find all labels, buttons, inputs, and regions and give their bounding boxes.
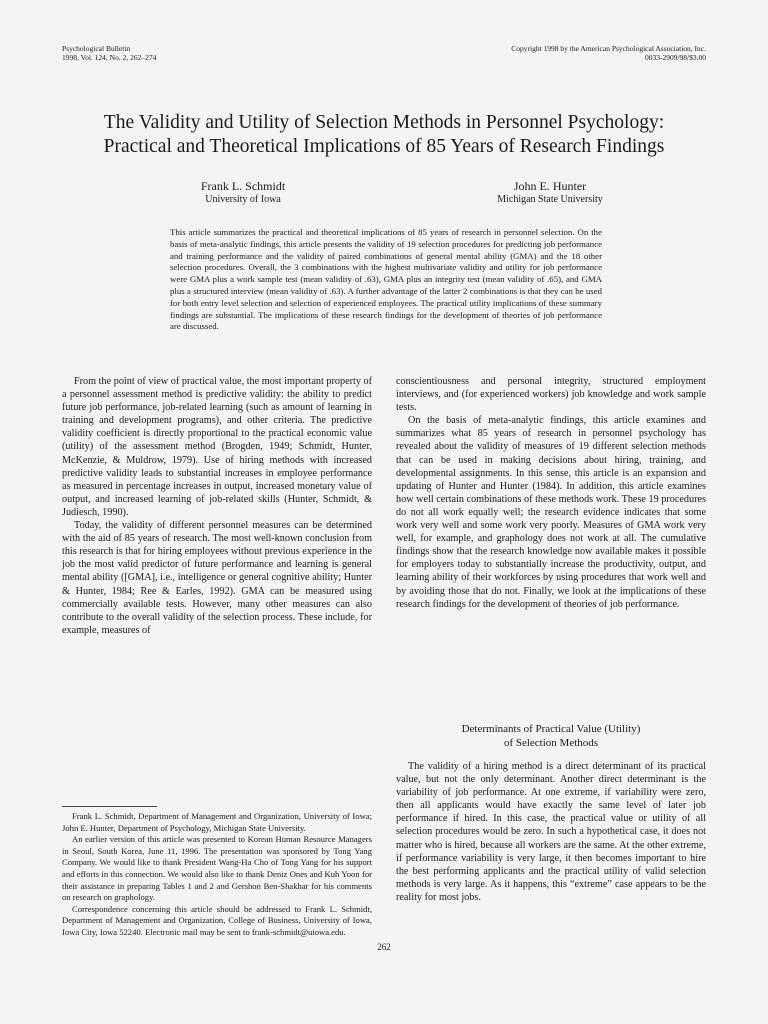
body-column-right bbox=[396, 375, 706, 611]
author-name: Frank L. Schmidt bbox=[200, 179, 286, 193]
paragraph: On the basis of meta-analytic findings, this article examines and summarizes what 85 years of research in personnel psychology has revealed about the validity of measures of 19 different selection methods that can be used in making decisions about hiring, training, and developmental assignments. In this sense, this article is an expansion and updating of Hunter and Hunter (1984). In addition, this article examines how well certain combinations of these methods work. These 19 procedures do not all work equally well; the research evidence indicates that some work very well and some work very poorly. Measures of GMA work very well, for example, and graphology does not work at all. The cumulative findings show that the research knowledge now available makes it possible for employers today to substantially increase the productivity, output, and learning ability of their workforces by using procedures that work well and by avoiding those that do not. Finally, we look at the implications of these research findings for the development of theories of job performance. bbox=[396, 415, 706, 610]
page-number: 262 bbox=[377, 942, 391, 952]
body-column-left bbox=[62, 375, 372, 637]
paper-title bbox=[40, 111, 728, 159]
copyright-header bbox=[511, 44, 706, 62]
title-line-1: The Validity and Utility of Selection Methods in Personnel Psychology: bbox=[103, 112, 665, 133]
author-name: John E. Hunter bbox=[513, 179, 587, 193]
author-2 bbox=[470, 180, 630, 206]
author-footnote bbox=[62, 811, 372, 939]
body-column-right-lower bbox=[396, 760, 706, 904]
copyright-line: Copyright 1998 by the American Psychological Association, Inc. bbox=[511, 44, 706, 53]
title-line-2: Practical and Theoretical Implications of 85 Years of Research Findings bbox=[103, 136, 665, 157]
journal-header bbox=[62, 44, 156, 62]
paragraph: From the point of view of practical value, the most important property of a personnel assessment method is predictive validity: the ability to predict future job performance, job-related learning (such as amount of learning in training and development programs), and other criteria. The predictive validity coefficient is directly proportional to the practical economic value (utility) of the assessment method (Brogden, 1949; Schmidt, Hunter, McKenzie, & Muldrow, 1979). Use of hiring methods with increased predictive validity leads to substantial increases in employee performance as measured in percentage increases in output, increased monetary value of output, and increased learning of job-related skills (Hunter, Schmidt, & Judiesch, 1990). bbox=[62, 376, 372, 518]
footnote-paragraph: Correspondence concerning this article should be addressed to Frank L. Schmidt, Department of Management and Organization, College of Business, University of Iowa, Iowa City, Iowa 52240. Electronic mail may be sent to frank-schmidt@uiowa.edu. bbox=[62, 903, 372, 937]
author-1 bbox=[168, 180, 318, 206]
footnote-paragraph: Frank L. Schmidt, Department of Management and Organization, University of Iowa; John E. Hunter, Department of Psychology, Michigan State University. bbox=[62, 811, 372, 833]
section-heading-line-2: of Selection Methods bbox=[503, 737, 599, 749]
section-heading bbox=[396, 722, 706, 750]
journal-name: Psychological Bulletin bbox=[62, 44, 131, 53]
footnote-paragraph: An earlier version of this article was presented to Korean Human Resource Managers in Seoul, South Korea, June 11, 1996. The presentation was sponsored by Tong Yang Company. We would like to thank President Wang-Ha Cho of Tong Yang for his support and efforts in this connection. We would also like to thank Deniz Ones and Kuh Yoon for their assistance in preparing Tables 1 and 2 and Gershon Ben-Shakhar for his comments on research on graphology. bbox=[62, 834, 372, 903]
issn-code: 0033-2909/98/$3.00 bbox=[644, 53, 706, 62]
footnote-divider bbox=[62, 806, 157, 807]
section-heading-line-1: Determinants of Practical Value (Utility) bbox=[461, 723, 641, 735]
journal-volume: 1998, Vol. 124, No. 2, 262–274 bbox=[62, 53, 157, 62]
paragraph: Today, the validity of different personnel measures can be determined with the aid of 85 years of research. The most well-known conclusion from this research is that for hiring employees without previous experience in the job the most valid predictor of future performance and learning is general mental ability ([GMA], i.e., intelligence or general cognitive ability; Hunter & Hunter, 1984; Ree & Earles, 1992). GMA can be measured using commercially available tests. However, many other measures can also contribute to the overall validity of the selection process. These include, for example, measures of bbox=[62, 520, 372, 636]
paragraph: The validity of a hiring method is a direct determinant of its practical value, but not the only determinant. Another direct determinant is the variability of job performance. At one extreme, if variability were zero, then all applicants would have exactly the same level of later job performance if hired. In this case, the practical value or utility of all selection procedures would be zero. In such a hypothetical case, it does not matter who is hired, because all workers are the same. At the other extreme, if performance variability is very large, it then becomes important to hire the best performing applicants and the practical utility of valid selection methods is very large. As it happens, this “extreme” case appears to be the reality for most jobs. bbox=[396, 761, 706, 903]
paragraph: conscientiousness and personal integrity, structured employment interviews, and (for experienced workers) job knowledge and work sample tests. bbox=[396, 376, 706, 414]
abstract: This article summarizes the practical and theoretical implications of 85 years of research in personnel selection. On the basis of meta-analytic findings, this article presents the validity of 19 selection procedures for predicting job performance and training performance and the validity of paired combinations of general mental ability (GMA) and the 18 other selection procedures. Overall, the 3 combinations with the highest multivariate validity and utility for job performance were GMA plus a work sample test (mean validity of .63), GMA plus an integrity test (mean validity of .65), and GMA plus a structured interview (mean validity of .63). A further advantage of the latter 2 combinations is that they can be used for both entry level selection and selection of experienced employees. The practical utility implications of these summary findings are substantial. The implications of these research findings for the development of theories of job performance are discussed. bbox=[170, 227, 602, 332]
author-affiliation: Michigan State University bbox=[497, 194, 603, 205]
author-affiliation: University of Iowa bbox=[205, 194, 281, 205]
